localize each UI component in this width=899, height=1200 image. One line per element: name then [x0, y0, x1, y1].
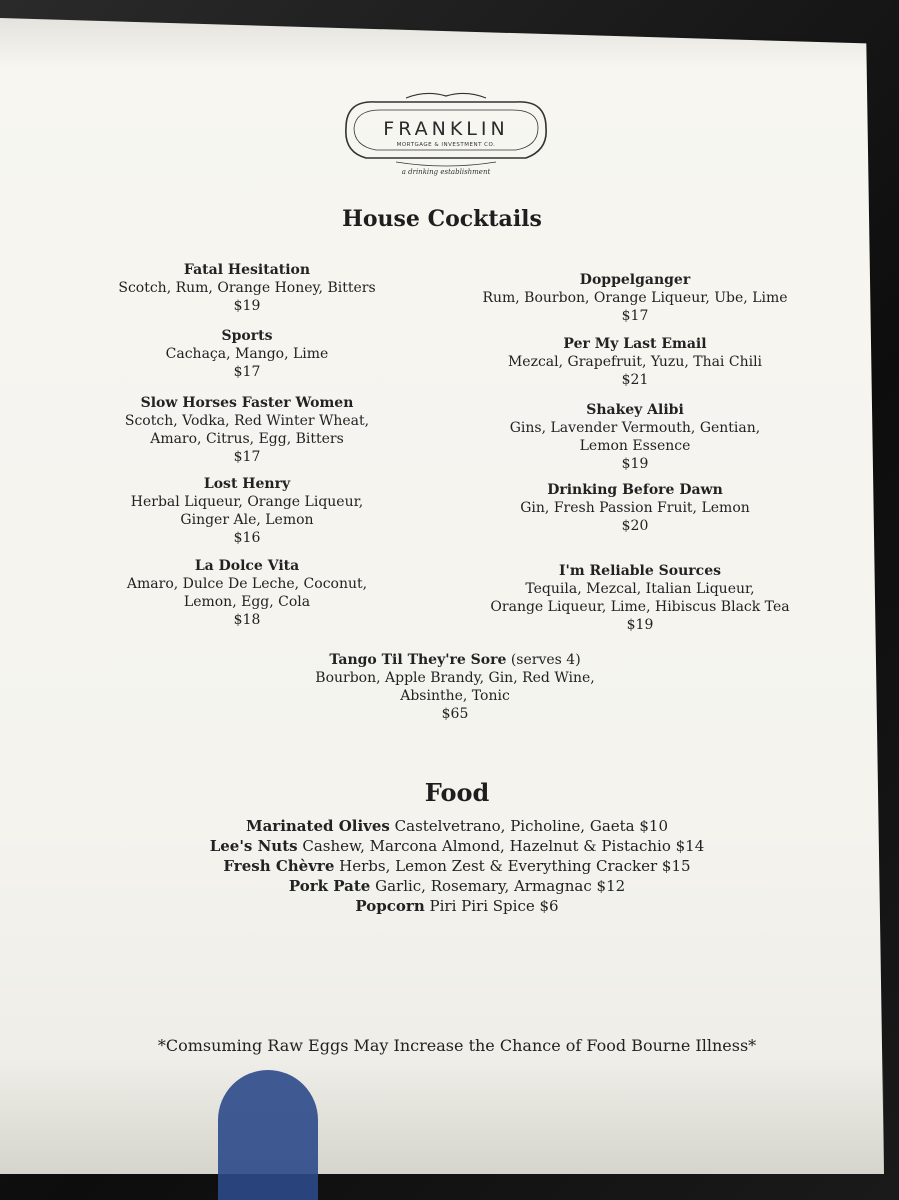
cocktail-name: Lost Henry — [203, 476, 291, 492]
cocktail-name: Fatal Hesitation — [183, 262, 311, 278]
cocktail-price: $20 — [621, 518, 649, 534]
cocktail-price: $16 — [233, 530, 261, 546]
cocktail-item — [112, 394, 382, 466]
cocktail-price: $19 — [626, 617, 654, 633]
logo-subtitle: MORTGAGE & INVESTMENT CO. — [396, 142, 496, 148]
cocktail-price: $17 — [233, 364, 261, 380]
cocktail-price: $18 — [233, 612, 261, 628]
food-item — [0, 816, 899, 836]
cocktail-name: Per My Last Email — [563, 336, 707, 352]
cocktail-name: Doppelganger — [579, 272, 691, 288]
cocktail-name: Tango Til They're Sore — [329, 652, 507, 668]
cocktail-desc: Amaro, Dulce De Leche, Coconut, — [126, 576, 368, 592]
cocktail-name: Sports — [221, 328, 273, 344]
franklin-logo — [336, 88, 556, 188]
cocktail-desc: Mezcal, Grapefruit, Yuzu, Thai Chili — [507, 354, 763, 370]
cocktail-name-line — [290, 651, 620, 669]
food-desc: Piri Piri Spice $6 — [429, 897, 559, 915]
food-name: Marinated Olives — [245, 817, 390, 835]
cocktail-item — [470, 335, 800, 389]
food-item — [0, 876, 899, 896]
photo-shadow — [0, 1060, 884, 1174]
raw-egg-disclaimer: *Comsuming Raw Eggs May Increase the Chance of Food Bourne Illness* — [157, 1036, 757, 1055]
food-item — [0, 896, 899, 916]
cocktail-desc: Gin, Fresh Passion Fruit, Lemon — [520, 500, 750, 516]
cocktail-price: $65 — [441, 706, 469, 722]
cocktail-item — [470, 562, 810, 634]
cocktail-name: Drinking Before Dawn — [547, 482, 723, 498]
food-desc: Castelvetrano, Picholine, Gaeta $10 — [394, 817, 669, 835]
cocktail-desc: Rum, Bourbon, Orange Liqueur, Ube, Lime — [482, 290, 788, 306]
cocktail-item — [470, 271, 800, 325]
cocktails-heading: House Cocktails — [342, 206, 542, 232]
food-name: Lee's Nuts — [209, 837, 298, 855]
food-name: Popcorn — [355, 897, 425, 915]
cocktail-desc-2: Orange Liqueur, Lime, Hibiscus Black Tea — [490, 599, 790, 615]
cocktail-desc-2: Ginger Ale, Lemon — [180, 512, 314, 528]
cocktail-name: La Dolce Vita — [194, 558, 300, 574]
cocktail-name: Slow Horses Faster Women — [140, 395, 354, 411]
cocktail-item — [112, 261, 382, 315]
cocktail-desc: Gins, Lavender Vermouth, Gentian, — [509, 420, 761, 436]
cocktail-price: $19 — [233, 298, 261, 314]
cocktail-item — [112, 327, 382, 381]
food-desc: Garlic, Rosemary, Armagnac $12 — [375, 877, 626, 895]
serving-note: (serves 4) — [510, 652, 581, 668]
logo-tagline: a drinking establishment — [401, 168, 491, 176]
cocktail-item — [112, 557, 382, 629]
food-item — [0, 836, 899, 856]
cocktail-item — [112, 475, 382, 547]
feature-cocktail — [290, 651, 620, 723]
cocktail-item — [470, 401, 800, 473]
cocktail-price: $21 — [621, 372, 649, 388]
cocktail-item — [470, 481, 800, 535]
food-desc: Herbs, Lemon Zest & Everything Cracker $15 — [339, 857, 691, 875]
cocktail-price: $17 — [233, 449, 261, 465]
food-name: Fresh Chèvre — [223, 857, 335, 875]
cocktail-desc-2: Lemon, Egg, Cola — [183, 594, 311, 610]
thumb-shadow — [218, 1070, 318, 1200]
cocktail-price: $19 — [621, 456, 649, 472]
cocktail-desc: Tequila, Mezcal, Italian Liqueur, — [525, 581, 755, 597]
food-heading: Food — [424, 778, 490, 807]
cocktail-desc: Scotch, Vodka, Red Winter Wheat, — [124, 413, 370, 429]
cocktail-desc: Bourbon, Apple Brandy, Gin, Red Wine, — [315, 670, 595, 686]
food-desc: Cashew, Marcona Almond, Hazelnut & Pistachio $14 — [302, 837, 705, 855]
food-item — [0, 856, 899, 876]
cocktail-desc-2: Absinthe, Tonic — [400, 688, 510, 704]
cocktail-price: $17 — [621, 308, 649, 324]
food-name: Pork Pate — [288, 877, 371, 895]
cocktail-name: I'm Reliable Sources — [559, 563, 721, 579]
cocktail-desc-2: Lemon Essence — [579, 438, 691, 454]
cocktail-name: Shakey Alibi — [586, 402, 684, 418]
cocktail-desc: Scotch, Rum, Orange Honey, Bitters — [118, 280, 376, 296]
logo-wordmark: FRANKLIN — [383, 118, 509, 140]
cocktail-desc: Cachaça, Mango, Lime — [165, 346, 329, 362]
cocktail-desc-2: Amaro, Citrus, Egg, Bitters — [150, 431, 344, 447]
cocktail-desc: Herbal Liqueur, Orange Liqueur, — [130, 494, 364, 510]
